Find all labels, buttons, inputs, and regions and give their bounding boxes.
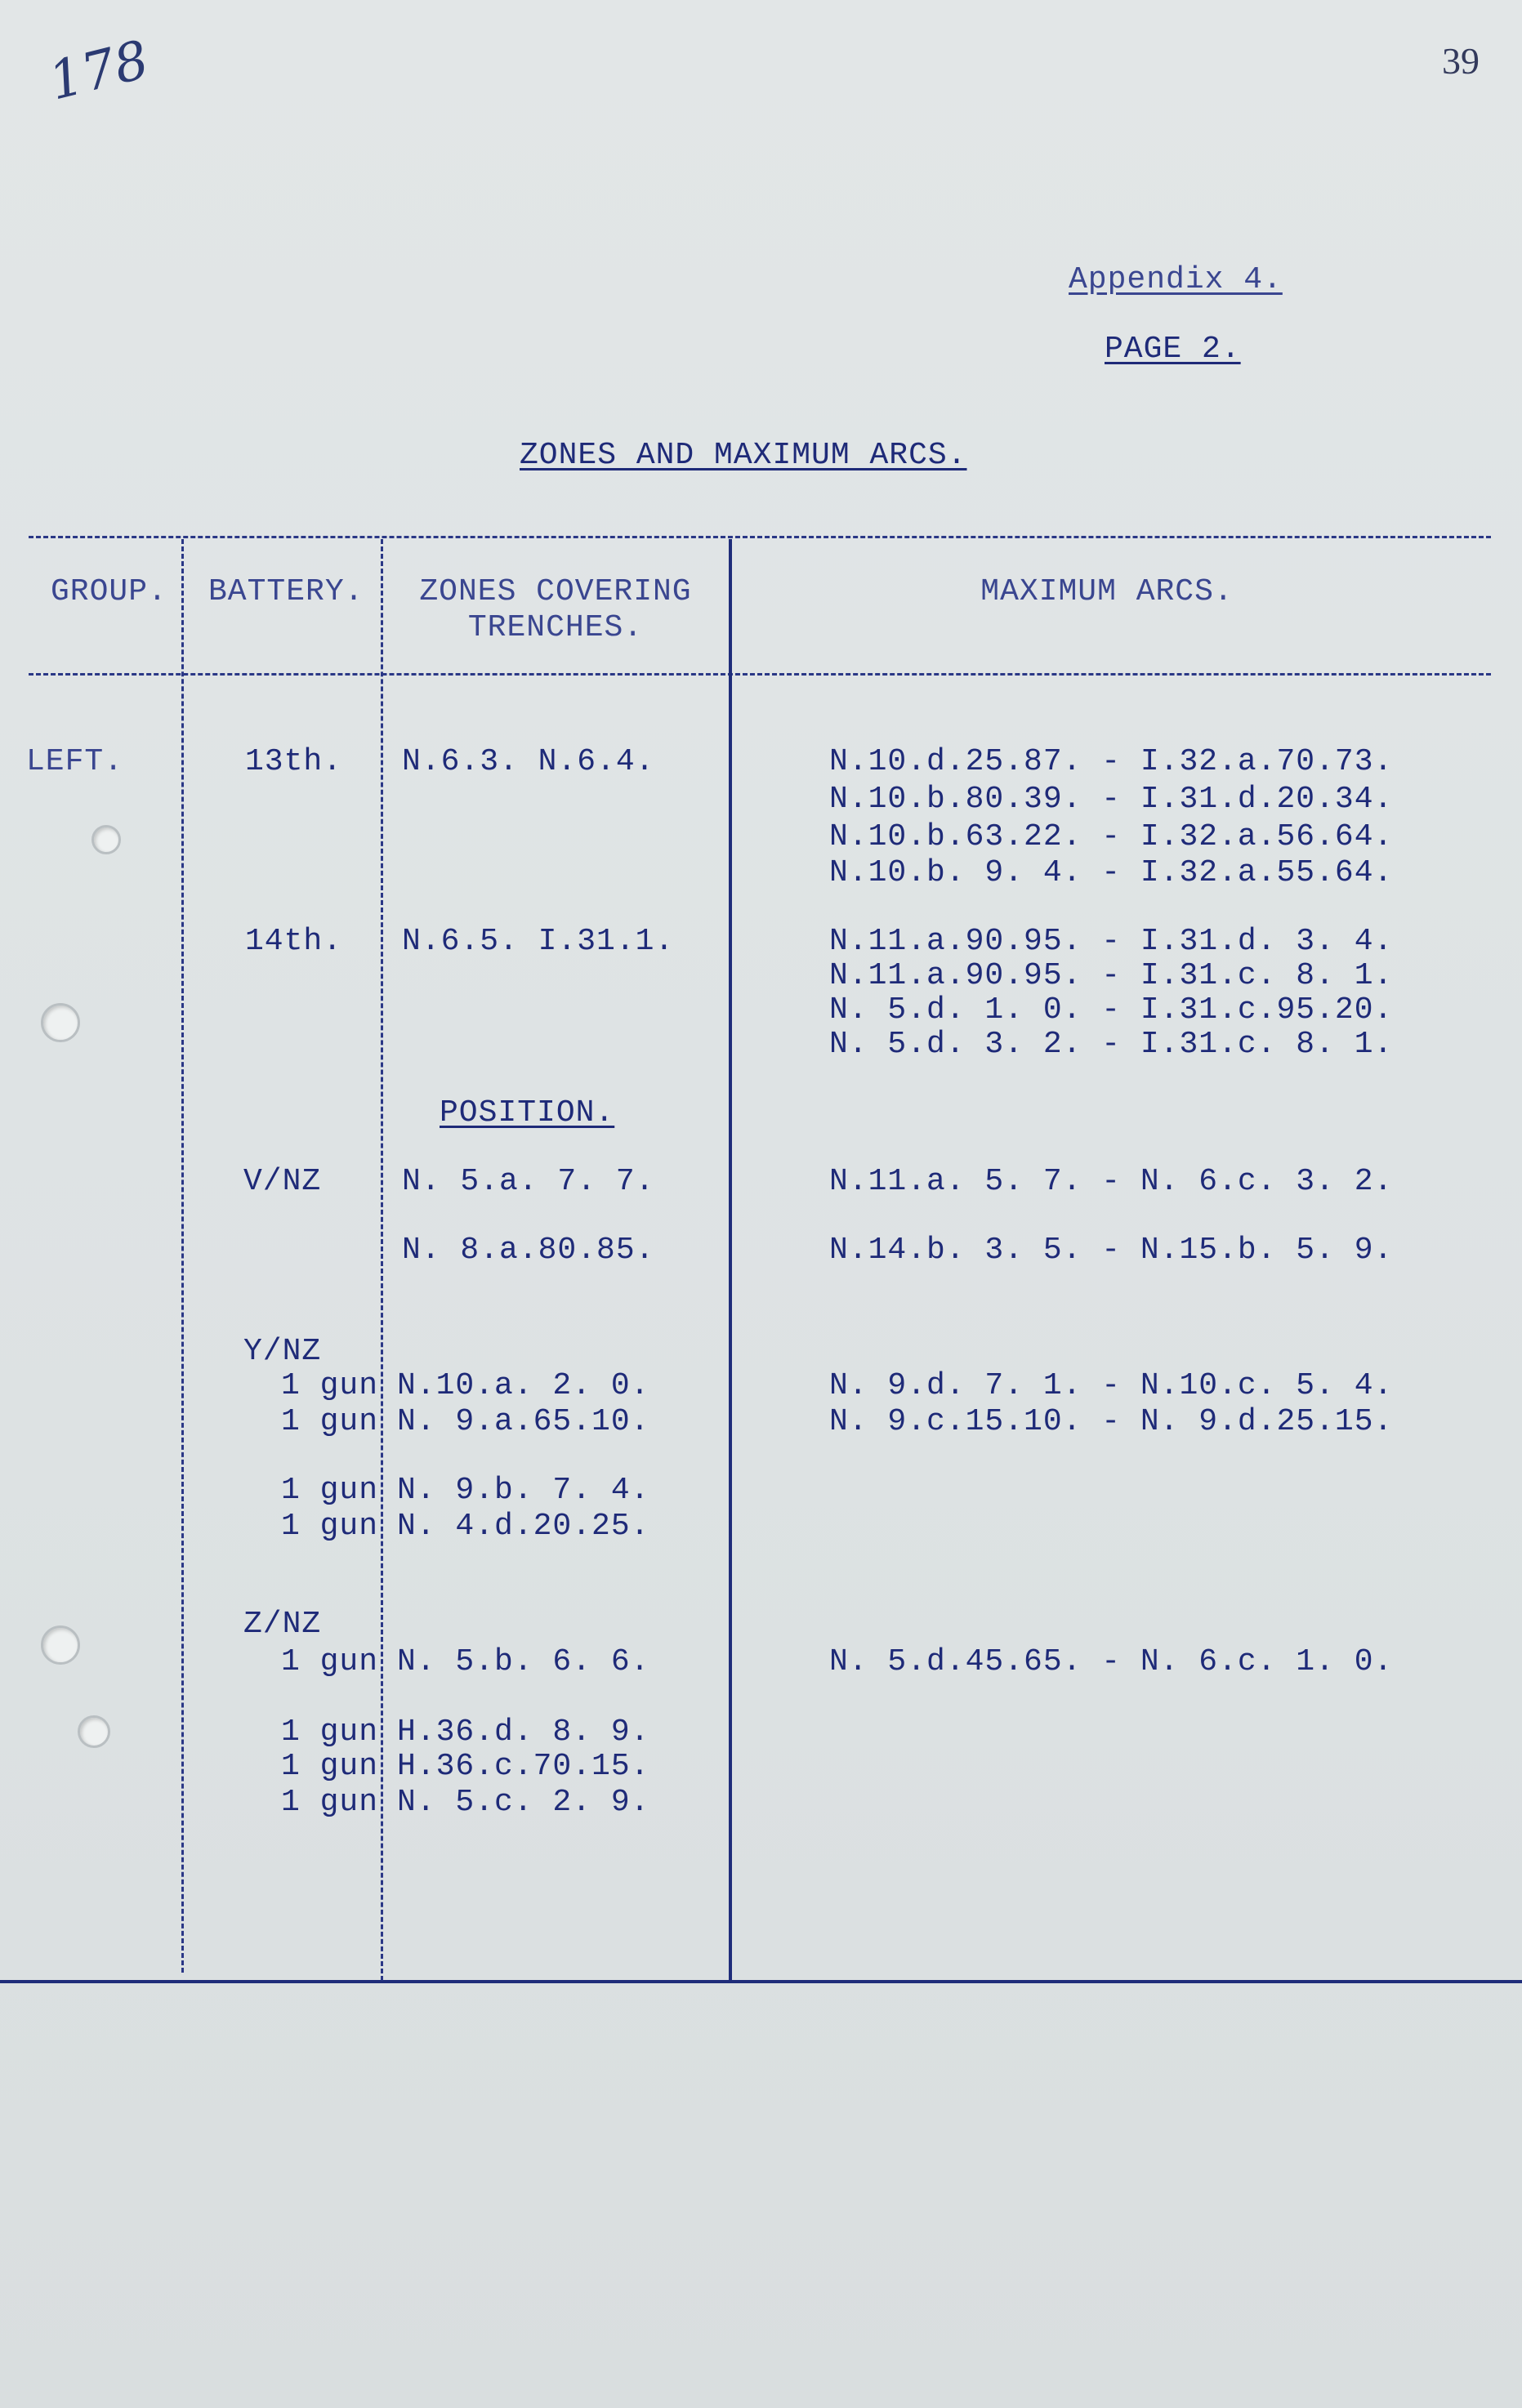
position-cell: N. 4.d.20.25.	[397, 1509, 650, 1544]
gun-label: 1 gun	[281, 1509, 379, 1544]
punch-hole	[78, 1715, 110, 1748]
header-bottom-rule	[29, 673, 1491, 676]
arc-line: N. 5.d. 1. 0. - I.31.c.95.20.	[829, 992, 1394, 1028]
table-top-rule	[29, 536, 1491, 538]
group-label: LEFT.	[26, 744, 124, 779]
header-zones-line1: ZONES COVERING	[419, 574, 692, 609]
punch-hole	[91, 825, 121, 854]
battery-label: Y/NZ	[243, 1334, 322, 1369]
position-subheading: POSITION.	[440, 1095, 615, 1130]
gun-label: 1 gun	[281, 1404, 379, 1439]
header-zones-line2: TRENCHES.	[467, 610, 644, 645]
position-cell: N. 9.b. 7. 4.	[397, 1473, 650, 1508]
position-cell: N.10.a. 2. 0.	[397, 1368, 650, 1403]
position-cell: N. 5.b. 6. 6.	[397, 1644, 650, 1679]
position-cell: N. 5.c. 2. 9.	[397, 1785, 650, 1820]
arc-line: N. 5.d.45.65. - N. 6.c. 1. 0.	[829, 1644, 1394, 1679]
page-number: 39	[1442, 40, 1480, 82]
gun-label: 1 gun	[281, 1715, 379, 1750]
gun-label: 1 gun	[281, 1749, 379, 1784]
punch-hole	[41, 1003, 80, 1042]
gun-label: 1 gun	[281, 1473, 379, 1508]
zones-cell: N.6.3. N.6.4.	[402, 744, 655, 779]
column-divider	[181, 539, 184, 1973]
header-battery: BATTERY.	[208, 574, 364, 609]
column-divider	[381, 539, 383, 1981]
zones-cell: N.6.5. I.31.1.	[402, 924, 675, 959]
position-cell: H.36.c.70.15.	[397, 1749, 650, 1784]
arc-line: N. 9.d. 7. 1. - N.10.c. 5. 4.	[829, 1368, 1394, 1403]
header-group: GROUP.	[51, 574, 167, 609]
arc-line: N.11.a.90.95. - I.31.d. 3. 4.	[829, 924, 1394, 959]
document-title: ZONES AND MAXIMUM ARCS.	[520, 438, 967, 473]
punch-hole	[41, 1625, 80, 1665]
battery-label: 14th.	[245, 924, 343, 959]
arc-line: N.10.b.80.39. - I.31.d.20.34.	[829, 782, 1394, 817]
column-divider	[729, 539, 732, 1981]
page-label: PAGE 2.	[1105, 332, 1241, 367]
table-bottom-rule	[0, 1980, 1522, 1983]
arc-line: N.11.a.90.95. - I.31.c. 8. 1.	[829, 958, 1394, 993]
arc-line: N.10.b. 9. 4. - I.32.a.55.64.	[829, 855, 1394, 890]
battery-label: V/NZ	[243, 1164, 322, 1199]
arc-line: N. 9.c.15.10. - N. 9.d.25.15.	[829, 1404, 1394, 1439]
battery-label: 13th.	[245, 744, 343, 779]
arc-line: N.10.b.63.22. - I.32.a.56.64.	[829, 819, 1394, 854]
position-cell: N. 9.a.65.10.	[397, 1404, 650, 1439]
arc-line: N.14.b. 3. 5. - N.15.b. 5. 9.	[829, 1233, 1394, 1268]
gun-label: 1 gun	[281, 1644, 379, 1679]
arc-line: N.10.d.25.87. - I.32.a.70.73.	[829, 744, 1394, 779]
position-cell: N. 5.a. 7. 7.	[402, 1164, 655, 1199]
battery-label: Z/NZ	[243, 1607, 322, 1642]
position-cell: H.36.d. 8. 9.	[397, 1715, 650, 1750]
arc-line: N.11.a. 5. 7. - N. 6.c. 3. 2.	[829, 1164, 1394, 1199]
header-maximum-arcs: MAXIMUM ARCS.	[980, 574, 1234, 609]
gun-label: 1 gun	[281, 1785, 379, 1820]
position-cell: N. 8.a.80.85.	[402, 1233, 655, 1268]
arc-line: N. 5.d. 3. 2. - I.31.c. 8. 1.	[829, 1027, 1394, 1062]
gun-label: 1 gun	[281, 1368, 379, 1403]
appendix-label: Appendix 4.	[1069, 262, 1283, 297]
handwritten-folio-number: 178	[42, 29, 155, 113]
